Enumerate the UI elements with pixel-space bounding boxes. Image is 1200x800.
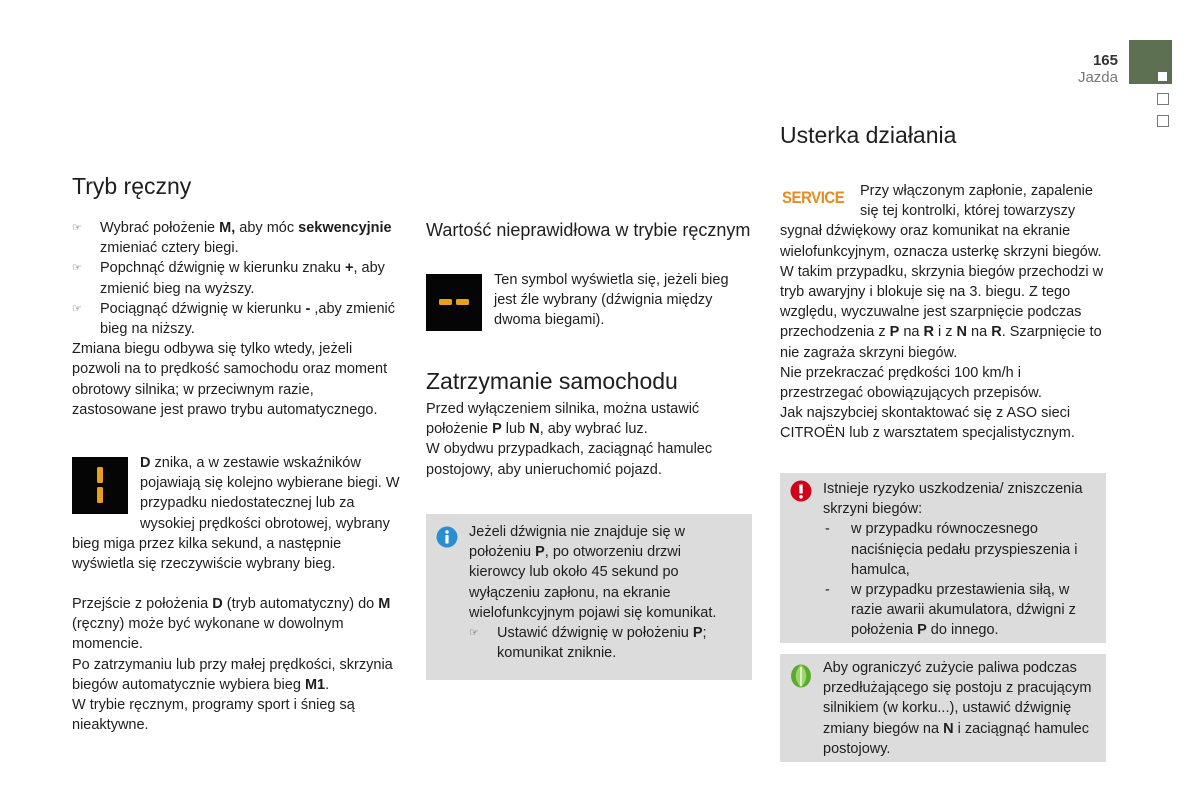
- eco-tip-box: [780, 654, 1106, 762]
- warning-box: [780, 473, 1106, 643]
- service-warning-icon: SERVICE: [782, 188, 845, 207]
- paragraph: Nie przekraczać prędkości 100 km/h i przestrzegać obowiązujących przepisów.: [780, 364, 1042, 402]
- section-name: Jazda: [1077, 69, 1118, 86]
- section-title-malfunction: Usterka działania: [780, 122, 957, 148]
- paragraph-gear-display: D znika, a w zestawie wskaźników pojawiają się kolejno wybierane biegi. W przypadku niedostatecznej lub za wysokiej prędkości obrotowej, wybrany bieg miga przez kilka sekund, a następnie wyświetla się rzeczywiście wybrany bieg.: [72, 455, 400, 573]
- manual-mode-bullets: [72, 218, 402, 420]
- list-item: ☞ Ustawić dźwignię w położeniu P; komunikat zniknie.: [469, 625, 707, 662]
- bullet-arrow-icon: ☞: [72, 222, 82, 234]
- paragraph: Po zatrzymaniu lub przy małej prędkości, skrzynia biegów automatycznie wybiera bieg M1.: [72, 656, 393, 693]
- chapter-tab: [1129, 40, 1172, 84]
- eco-leaf-icon: [790, 664, 812, 693]
- paragraph: Ten symbol wyświetla się, jeżeli bieg jest źle wybrany (dźwignia między dwoma biegami).: [494, 272, 729, 329]
- eco-tip-text: Aby ograniczyć zużycie paliwa podczas przedłużającego się postoju z pracującym silnikiem (w korku...), ustawić dźwignię zmiany biegów na N i zaciągnąć hamulec postojowy.: [823, 660, 1092, 757]
- tab-marker-empty: [1157, 93, 1169, 105]
- info-box-text: Jeżeli dźwignia nie znajduje się w położeniu P, po otworzeniu drzwi kierowcy lub około 45 sekund po wyłączeniu zapłonu, na ekranie wielofunkcyjnym pojawi się komunikat. ☞ Ustawić dźwignię w położeniu P; komunikat zniknie.: [469, 522, 741, 663]
- vehicle-stop-text: [426, 399, 756, 480]
- section-title-vehicle-stop: Zatrzymanie samochodu: [426, 368, 678, 394]
- tab-marker-empty: [1157, 115, 1169, 127]
- invalid-gear-icon: [426, 274, 482, 331]
- manual-mode-notes: [72, 594, 402, 735]
- warning-icon: [790, 480, 812, 507]
- list-item: - w przypadku równoczesnego naciśnięcia pedału przyspieszenia i hamulca,: [825, 521, 1078, 578]
- malfunction-text: Przy włączonym zapłonie, zapalenie się tej kontrolki, której towarzyszy sygnał dźwiękowy oraz komunikat na ekranie wielofunkcyjnym, oznacza usterkę skrzyni biegów. W takim przypadku, skrzynia biegów przechodzi w tryb awaryjny i blokuje się na 3. biegu. Z tego względu, wyczuwalne jest szarpnięcie podczas przechodzenia z P na R i z N na R. Szarpnięcie to nie zagraża skrzyni biegów. Nie przekraczać prędkości 100 km/h i przestrzegać obowiązujących przepisów. Jak najszybciej skontaktować się z ASO sieci CITROËN lub z warsztatem specjalistycznym.: [780, 181, 1106, 444]
- section-title-manual-mode: Tryb ręczny: [72, 173, 192, 199]
- list-item: ☞ Wybrać położenie M, aby móc sekwencyjnie zmieniać cztery biegi.: [72, 220, 392, 257]
- list-item: - w przypadku przestawienia siłą, w razie awarii akumulatora, dźwigni z położenia P do innego.: [825, 582, 1076, 639]
- paragraph: Jak najszybciej skontaktować się z ASO sieci CITROËN lub z warsztatem specjalistycznym.: [780, 405, 1075, 442]
- float-spacer: [780, 181, 860, 219]
- float-spacer: [72, 453, 140, 533]
- list-item: ☞ Popchnąć dźwignię w kierunku znaku +, aby zmienić bieg na wyższy.: [72, 260, 385, 297]
- list-item: ☞ Pociągnąć dźwignię w kierunku - ,aby zmienić bieg na niższy.: [72, 300, 395, 338]
- info-icon: [436, 526, 458, 553]
- paragraph: W obydwu przypadkach, zaciągnąć hamulec postojowy, aby unieruchomić pojazd.: [426, 441, 713, 478]
- paragraph: Przejście z położenia D (tryb automatyczny) do M (ręczny) może być wykonane w dowolnym momencie.: [72, 596, 391, 653]
- section-title-invalid-value: Wartość nieprawidłowa w trybie ręcznym: [426, 220, 751, 240]
- bullet-arrow-icon: ☞: [469, 627, 479, 640]
- warning-box-text: Istnieje ryzyko uszkodzenia/ zniszczenia skrzyni biegów: - w przypadku równoczesnego naciśnięcia pedału przyspieszenia i hamulca, - w przypadku przestawienia siłą, w razie awarii akumulatora, dźwigni z położenia P do innego.: [823, 479, 1097, 641]
- paragraph: W trybie ręcznym, programy sport i śnieg są nieaktywne.: [72, 697, 355, 734]
- bullet-arrow-icon: ☞: [72, 302, 82, 315]
- info-box: [426, 514, 752, 680]
- bullet-arrow-icon: ☞: [72, 262, 82, 275]
- tab-active-marker: [1158, 72, 1167, 81]
- paragraph: W takim przypadku, skrzynia biegów przechodzi w tryb awaryjny i blokuje się na 3. biegu. Z tego względu, wyczuwalne jest szarpnięcie podczas przechodzenia z P na R i z N na R. Szarpnięcie to nie zagraża skrzyni biegów.: [780, 263, 1104, 361]
- paragraph: Przed wyłączeniem silnika, można ustawić położenie P lub N, aby wybrać luz.: [426, 401, 700, 438]
- paragraph: Zmiana biegu odbywa się tylko wtedy, jeżeli pozwoli na to prędkość samochodu oraz moment obrotowy silnika; w przeciwnym razie, zastosowane jest prawo trybu automatycznego.: [72, 341, 388, 418]
- page-number: 165: [1092, 52, 1118, 69]
